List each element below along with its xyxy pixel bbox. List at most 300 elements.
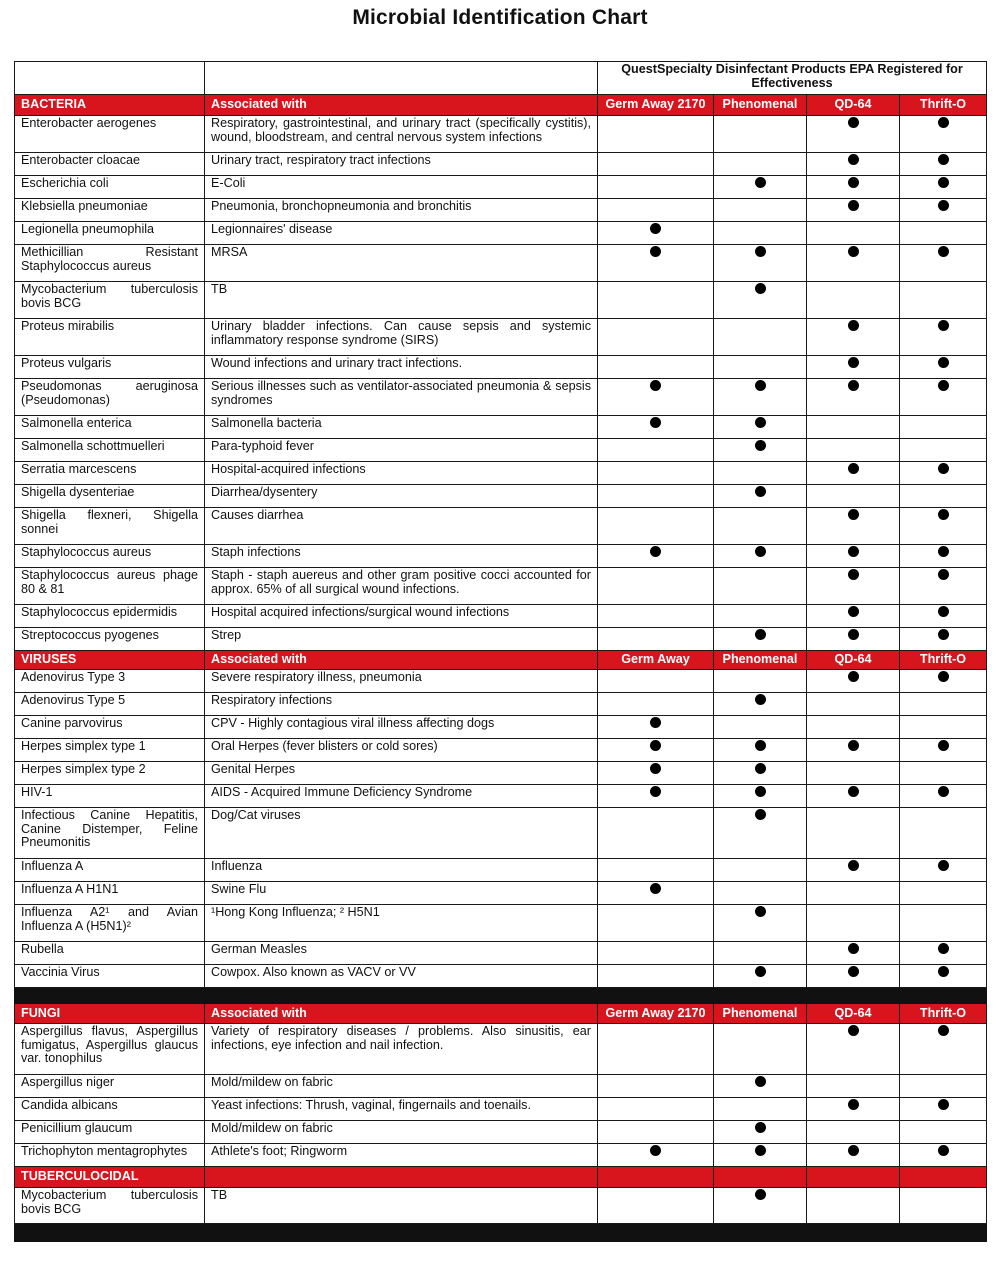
product-header-germ-away: Germ Away: [598, 651, 714, 670]
empty-cell: [714, 1024, 807, 1075]
table-row: [15, 1075, 987, 1098]
organism-name: Aspergillus flavus, Aspergillus fumigatus, Aspergillus glaucus var. tonophilus: [15, 1024, 205, 1075]
effective-dot-icon: [848, 200, 859, 211]
product-header-phenomenal: Phenomenal: [714, 1004, 807, 1024]
effective-dot-icon: [848, 671, 859, 682]
product-header-qd-64: QD-64: [807, 1004, 900, 1024]
section-title-fungi: FUNGI: [15, 1004, 205, 1024]
table-row: [15, 628, 987, 651]
effective-dot-icon: [938, 246, 949, 257]
effective-cell: [900, 965, 987, 988]
effective-cell: [598, 545, 714, 568]
effective-dot-icon: [755, 966, 766, 977]
empty-cell: [900, 1188, 987, 1224]
effective-dot-icon: [938, 860, 949, 871]
effective-cell: [714, 485, 807, 508]
empty-cell: [900, 1121, 987, 1144]
effective-dot-icon: [755, 1189, 766, 1200]
effective-cell: [598, 416, 714, 439]
empty-cell: [807, 439, 900, 462]
product-header-qd-64: QD-64: [807, 651, 900, 670]
associated-with: Respiratory infections: [205, 693, 598, 716]
table-row: [15, 319, 987, 356]
organism-name: Proteus mirabilis: [15, 319, 205, 356]
effective-cell: [807, 965, 900, 988]
product-header-phenomenal: Phenomenal: [714, 651, 807, 670]
effective-cell: [900, 508, 987, 545]
associated-with: Staph infections: [205, 545, 598, 568]
table-row: [15, 859, 987, 882]
effective-dot-icon: [650, 740, 661, 751]
effective-dot-icon: [938, 1145, 949, 1156]
effective-dot-icon: [650, 717, 661, 728]
header-blank-cell: [15, 62, 205, 95]
table-row: [15, 568, 987, 605]
table-row: [15, 693, 987, 716]
effective-dot-icon: [938, 509, 949, 520]
organism-name: Streptococcus pyogenes: [15, 628, 205, 651]
empty-cell: [900, 882, 987, 905]
table-row: [15, 905, 987, 942]
organism-name: Candida albicans: [15, 1098, 205, 1121]
empty-cell: [807, 882, 900, 905]
effective-cell: [900, 116, 987, 153]
effective-dot-icon: [938, 463, 949, 474]
effective-dot-icon: [848, 546, 859, 557]
organism-name: Adenovirus Type 3: [15, 670, 205, 693]
empty-cell: [598, 1024, 714, 1075]
effective-dot-icon: [650, 546, 661, 557]
effective-dot-icon: [650, 223, 661, 234]
table-row: [15, 965, 987, 988]
product-header-thrift-o: Thrift-O: [900, 651, 987, 670]
associated-with: Yeast infections: Thrush, vaginal, fingernails and toenails.: [205, 1098, 598, 1121]
associated-with: Influenza: [205, 859, 598, 882]
empty-cell: [598, 628, 714, 651]
viruses-header-row: [15, 651, 987, 670]
effective-dot-icon: [755, 786, 766, 797]
product-header-qd-64: QD-64: [807, 95, 900, 116]
product-header-blank: [714, 1167, 807, 1188]
table-row: [15, 485, 987, 508]
effective-cell: [807, 1024, 900, 1075]
effective-dot-icon: [938, 380, 949, 391]
associated-with-header: Associated with: [205, 95, 598, 116]
effective-cell: [714, 545, 807, 568]
empty-cell: [598, 485, 714, 508]
effective-cell: [714, 1188, 807, 1224]
organism-name: Penicillium glaucum: [15, 1121, 205, 1144]
associated-with-header: Associated with: [205, 651, 598, 670]
organism-name: Herpes simplex type 1: [15, 739, 205, 762]
table-row: [15, 439, 987, 462]
effective-dot-icon: [755, 417, 766, 428]
effective-cell: [598, 762, 714, 785]
empty-cell: [900, 439, 987, 462]
effective-cell: [714, 628, 807, 651]
effective-dot-icon: [755, 763, 766, 774]
effective-dot-icon: [650, 246, 661, 257]
effective-dot-icon: [755, 177, 766, 188]
effective-dot-icon: [938, 1099, 949, 1110]
effective-cell: [807, 568, 900, 605]
empty-cell: [714, 716, 807, 739]
empty-cell: [598, 1075, 714, 1098]
effective-cell: [714, 808, 807, 859]
empty-cell: [598, 1098, 714, 1121]
table-row: [15, 199, 987, 222]
empty-cell: [598, 942, 714, 965]
effective-dot-icon: [848, 569, 859, 580]
associated-with: Causes diarrhea: [205, 508, 598, 545]
organism-name: Influenza A: [15, 859, 205, 882]
effective-cell: [807, 545, 900, 568]
associated-with: ¹Hong Kong Influenza; ² H5N1: [205, 905, 598, 942]
empty-cell: [598, 439, 714, 462]
fungi-header-row: [15, 1004, 987, 1024]
associated-with: Mold/mildew on fabric: [205, 1121, 598, 1144]
effective-cell: [900, 1024, 987, 1075]
table-row: [15, 1024, 987, 1075]
effective-cell: [714, 905, 807, 942]
effective-cell: [714, 762, 807, 785]
organism-name: Serratia marcescens: [15, 462, 205, 485]
effective-cell: [714, 1075, 807, 1098]
table-row: [15, 116, 987, 153]
effective-dot-icon: [755, 486, 766, 497]
effective-dot-icon: [650, 380, 661, 391]
section-separator: [15, 988, 987, 1004]
table-row: [15, 808, 987, 859]
effective-cell: [598, 739, 714, 762]
effective-dot-icon: [938, 569, 949, 580]
effective-dot-icon: [650, 786, 661, 797]
table-row: [15, 762, 987, 785]
effective-cell: [900, 153, 987, 176]
table-row: [15, 605, 987, 628]
empty-cell: [714, 859, 807, 882]
product-header-thrift-o: Thrift-O: [900, 1004, 987, 1024]
effective-dot-icon: [848, 606, 859, 617]
organism-name: Salmonella enterica: [15, 416, 205, 439]
effective-dot-icon: [938, 154, 949, 165]
effective-dot-icon: [938, 1025, 949, 1036]
effective-cell: [900, 568, 987, 605]
empty-cell: [598, 568, 714, 605]
organism-name: Klebsiella pneumoniae: [15, 199, 205, 222]
empty-cell: [900, 222, 987, 245]
effective-cell: [598, 1144, 714, 1167]
effective-dot-icon: [755, 694, 766, 705]
empty-cell: [900, 282, 987, 319]
effective-dot-icon: [938, 546, 949, 557]
page-title: Microbial Identification Chart: [352, 6, 648, 29]
effective-cell: [807, 942, 900, 965]
associated-with: Cowpox. Also known as VACV or VV: [205, 965, 598, 988]
table-row: [15, 1098, 987, 1121]
organism-name: Pseudomonas aeruginosa (Pseudomonas): [15, 379, 205, 416]
effective-cell: [900, 245, 987, 282]
organism-name: Shigella flexneri, Shigella sonnei: [15, 508, 205, 545]
bacteria-header-row: [15, 95, 987, 116]
effective-dot-icon: [848, 740, 859, 751]
associated-with: Diarrhea/dysentery: [205, 485, 598, 508]
empty-cell: [714, 319, 807, 356]
product-header-thrift-o: Thrift-O: [900, 95, 987, 116]
organism-name: Legionella pneumophila: [15, 222, 205, 245]
effective-dot-icon: [938, 740, 949, 751]
associated-with: AIDS - Acquired Immune Deficiency Syndrome: [205, 785, 598, 808]
effective-cell: [900, 1098, 987, 1121]
table-row: [15, 942, 987, 965]
organism-name: Staphylococcus epidermidis: [15, 605, 205, 628]
effective-cell: [598, 882, 714, 905]
effective-cell: [807, 1144, 900, 1167]
effective-cell: [807, 379, 900, 416]
effective-dot-icon: [848, 943, 859, 954]
organism-name: Methicillian Resistant Staphylococcus aureus: [15, 245, 205, 282]
organism-name: Mycobacterium tuberculosis bovis BCG: [15, 1188, 205, 1224]
effective-cell: [714, 176, 807, 199]
organism-name: Adenovirus Type 5: [15, 693, 205, 716]
effective-cell: [900, 545, 987, 568]
empty-cell: [598, 605, 714, 628]
table-row: [15, 282, 987, 319]
effective-cell: [900, 739, 987, 762]
organism-name: Influenza A2¹ and Avian Influenza A (H5N1)²: [15, 905, 205, 942]
effective-dot-icon: [848, 117, 859, 128]
effective-cell: [807, 739, 900, 762]
effective-cell: [900, 199, 987, 222]
effective-cell: [598, 222, 714, 245]
table-row: [15, 545, 987, 568]
table-row: [15, 882, 987, 905]
associated-with: Respiratory, gastrointestinal, and urinary tract (specifically cystitis), wound, bloodstream, and central nervous system infections: [205, 116, 598, 153]
effective-cell: [714, 282, 807, 319]
organism-name: Proteus vulgaris: [15, 356, 205, 379]
empty-cell: [900, 485, 987, 508]
effective-dot-icon: [755, 740, 766, 751]
empty-cell: [598, 508, 714, 545]
effective-cell: [900, 670, 987, 693]
effective-cell: [714, 1144, 807, 1167]
effective-dot-icon: [938, 320, 949, 331]
effective-cell: [900, 785, 987, 808]
empty-cell: [714, 670, 807, 693]
effective-dot-icon: [848, 463, 859, 474]
effective-cell: [900, 462, 987, 485]
effective-cell: [714, 379, 807, 416]
empty-cell: [714, 356, 807, 379]
effective-dot-icon: [938, 671, 949, 682]
associated-with: Pneumonia, bronchopneumonia and bronchitis: [205, 199, 598, 222]
effective-cell: [598, 379, 714, 416]
effective-cell: [807, 245, 900, 282]
empty-cell: [598, 319, 714, 356]
effective-dot-icon: [848, 1025, 859, 1036]
table-row: [15, 245, 987, 282]
associated-with: E-Coli: [205, 176, 598, 199]
empty-cell: [598, 965, 714, 988]
organism-name: HIV-1: [15, 785, 205, 808]
effective-dot-icon: [755, 1122, 766, 1133]
effective-cell: [807, 859, 900, 882]
empty-cell: [714, 1098, 807, 1121]
effective-cell: [807, 785, 900, 808]
effective-cell: [807, 153, 900, 176]
effective-dot-icon: [848, 177, 859, 188]
effective-dot-icon: [755, 283, 766, 294]
empty-cell: [598, 670, 714, 693]
effective-cell: [807, 116, 900, 153]
associated-with: Wound infections and urinary tract infections.: [205, 356, 598, 379]
empty-cell: [900, 905, 987, 942]
table-row: [15, 670, 987, 693]
organism-name: Enterobacter cloacae: [15, 153, 205, 176]
empty-cell: [598, 808, 714, 859]
effective-cell: [807, 670, 900, 693]
table-row: [15, 716, 987, 739]
table-row: [15, 1121, 987, 1144]
effective-cell: [714, 245, 807, 282]
associated-with: Swine Flu: [205, 882, 598, 905]
effective-cell: [900, 605, 987, 628]
associated-with-header: [205, 1167, 598, 1188]
effective-cell: [900, 1144, 987, 1167]
effective-cell: [714, 416, 807, 439]
effective-dot-icon: [938, 357, 949, 368]
empty-cell: [807, 1075, 900, 1098]
effective-cell: [714, 739, 807, 762]
microbial-chart-table: [14, 61, 987, 1242]
empty-cell: [714, 882, 807, 905]
product-header-germ-away-2170: Germ Away 2170: [598, 95, 714, 116]
empty-cell: [714, 508, 807, 545]
empty-cell: [598, 116, 714, 153]
section-separator: [15, 1224, 987, 1242]
empty-cell: [807, 1188, 900, 1224]
effective-dot-icon: [755, 809, 766, 820]
empty-cell: [714, 568, 807, 605]
table-row: [15, 1144, 987, 1167]
effective-dot-icon: [755, 1076, 766, 1087]
organism-name: Herpes simplex type 2: [15, 762, 205, 785]
effective-cell: [807, 176, 900, 199]
section-title-tuberculocidal: TUBERCULOCIDAL: [15, 1167, 205, 1188]
section-title-bacteria: BACTERIA: [15, 95, 205, 116]
table-row: [15, 739, 987, 762]
associated-with: MRSA: [205, 245, 598, 282]
organism-name: Rubella: [15, 942, 205, 965]
organism-name: Canine parvovirus: [15, 716, 205, 739]
associated-with: Strep: [205, 628, 598, 651]
empty-cell: [598, 1121, 714, 1144]
table-row: [15, 462, 987, 485]
associated-with: Severe respiratory illness, pneumonia: [205, 670, 598, 693]
effective-dot-icon: [848, 380, 859, 391]
effective-cell: [807, 199, 900, 222]
effective-dot-icon: [938, 177, 949, 188]
effective-cell: [807, 319, 900, 356]
empty-cell: [714, 462, 807, 485]
empty-cell: [598, 176, 714, 199]
effective-cell: [714, 693, 807, 716]
section-title-viruses: VIRUSES: [15, 651, 205, 670]
effective-dot-icon: [938, 966, 949, 977]
empty-cell: [598, 859, 714, 882]
table-row: [15, 508, 987, 545]
associated-with: Serious illnesses such as ventilator-associated pneumonia & sepsis syndromes: [205, 379, 598, 416]
empty-cell: [807, 416, 900, 439]
effective-cell: [598, 716, 714, 739]
effective-cell: [714, 785, 807, 808]
table-row: [15, 153, 987, 176]
effective-dot-icon: [938, 786, 949, 797]
effective-cell: [900, 176, 987, 199]
effective-dot-icon: [938, 943, 949, 954]
empty-cell: [714, 605, 807, 628]
product-header-blank: [598, 1167, 714, 1188]
associated-with: TB: [205, 1188, 598, 1224]
associated-with: Urinary bladder infections. Can cause sepsis and systemic inflammatory response syndrome (SIRS): [205, 319, 598, 356]
organism-name: Salmonella schottmuelleri: [15, 439, 205, 462]
tuberculocidal-header-row: [15, 1167, 987, 1188]
associated-with: Urinary tract, respiratory tract infections: [205, 153, 598, 176]
product-header-blank: [900, 1167, 987, 1188]
empty-cell: [900, 1075, 987, 1098]
effective-cell: [807, 356, 900, 379]
associated-with: Legionnaires' disease: [205, 222, 598, 245]
effective-dot-icon: [848, 246, 859, 257]
associated-with: TB: [205, 282, 598, 319]
effective-dot-icon: [650, 883, 661, 894]
empty-cell: [807, 693, 900, 716]
empty-cell: [900, 762, 987, 785]
empty-cell: [807, 808, 900, 859]
organism-name: Staphylococcus aureus: [15, 545, 205, 568]
empty-cell: [807, 762, 900, 785]
effective-dot-icon: [848, 629, 859, 640]
empty-cell: [598, 356, 714, 379]
organism-name: Shigella dysenteriae: [15, 485, 205, 508]
effective-cell: [807, 628, 900, 651]
organism-name: Enterobacter aerogenes: [15, 116, 205, 153]
organism-name: Aspergillus niger: [15, 1075, 205, 1098]
effective-dot-icon: [650, 1145, 661, 1156]
associated-with: Genital Herpes: [205, 762, 598, 785]
table-row: [15, 416, 987, 439]
associated-with: Salmonella bacteria: [205, 416, 598, 439]
effective-cell: [900, 628, 987, 651]
effective-dot-icon: [848, 320, 859, 331]
associated-with: Staph - staph auereus and other gram positive cocci accounted for approx. 65% of all surgical wound infections.: [205, 568, 598, 605]
effective-dot-icon: [848, 509, 859, 520]
organism-name: Vaccinia Virus: [15, 965, 205, 988]
product-header-germ-away-2170: Germ Away 2170: [598, 1004, 714, 1024]
effective-cell: [807, 462, 900, 485]
effective-cell: [714, 1121, 807, 1144]
table-row: [15, 222, 987, 245]
separator-bar: [15, 988, 987, 1004]
associated-with: Dog/Cat viruses: [205, 808, 598, 859]
effective-cell: [714, 965, 807, 988]
header-blank-cell: [205, 62, 598, 95]
effective-dot-icon: [848, 966, 859, 977]
associated-with: Oral Herpes (fever blisters or cold sores): [205, 739, 598, 762]
associated-with: CPV - Highly contagious viral illness affecting dogs: [205, 716, 598, 739]
empty-cell: [807, 282, 900, 319]
associated-with: Para-typhoid fever: [205, 439, 598, 462]
